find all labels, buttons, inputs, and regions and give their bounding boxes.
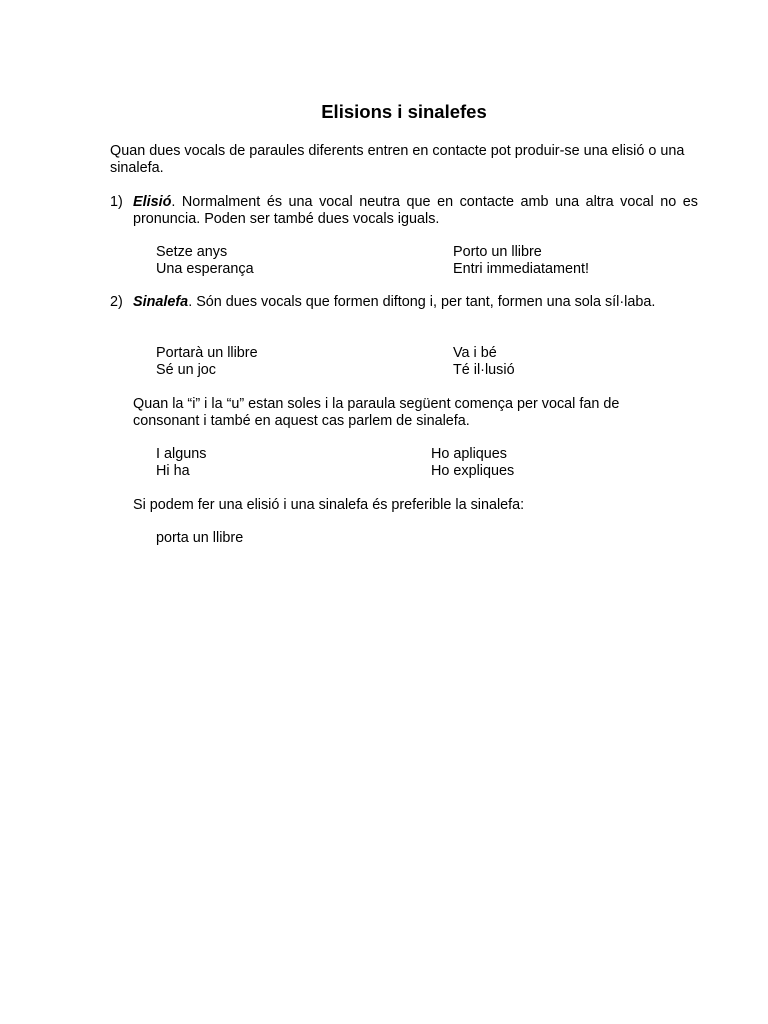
list-number: 1) [110, 194, 123, 210]
example-hi-ha: Hi ha [156, 463, 190, 479]
example-ho-apliques: Ho apliques [431, 446, 508, 462]
example-setze-anys: Setze anys [156, 244, 228, 260]
note-preference: Si podem fer una elisió i una sinalefa és preferible la sinalefa: [133, 497, 525, 513]
page-title: Elisions i sinalefes [321, 101, 487, 122]
example-se-un-joc: Sé un joc [156, 362, 217, 378]
example-porto-un-llibre: Porto un llibre [453, 244, 542, 260]
list-item-body [133, 194, 698, 228]
term-elisio: Elisió [133, 194, 172, 210]
definition-text: . Són dues vocals que formen diftong i, per tant, formen una sola síl·laba. [188, 294, 656, 310]
intro-paragraph: Quan dues vocals de paraules diferents entren en contacte pot produir-se una elisió o una sinalefa. [110, 143, 685, 176]
list-number: 2) [110, 294, 123, 310]
example-porta-un-llibre: porta un llibre [156, 530, 244, 546]
term-sinalefa: Sinalefa [133, 294, 189, 310]
example-entri-immediatament: Entri immediatament! [453, 261, 589, 277]
list-item-body [133, 294, 663, 311]
example-una-esperanca: Una esperança [156, 261, 254, 277]
note-i-u: Quan la “i” i la “u” estan soles i la paraula següent comença per vocal fan de consonant i també en aquest cas parlem de sinalefa. [133, 396, 620, 429]
example-te-illusio: Té il·lusió [453, 362, 515, 378]
example-va-i-be: Va i bé [453, 345, 497, 361]
example-ho-expliques: Ho expliques [431, 463, 515, 479]
definition-text: . Normalment és una vocal neutra que en contacte amb una altra vocal no es pronuncia. Poden ser també dues vocals iguals. [133, 194, 698, 227]
example-portara-un-llibre: Portarà un llibre [156, 345, 258, 361]
example-i-alguns: I alguns [156, 446, 207, 462]
